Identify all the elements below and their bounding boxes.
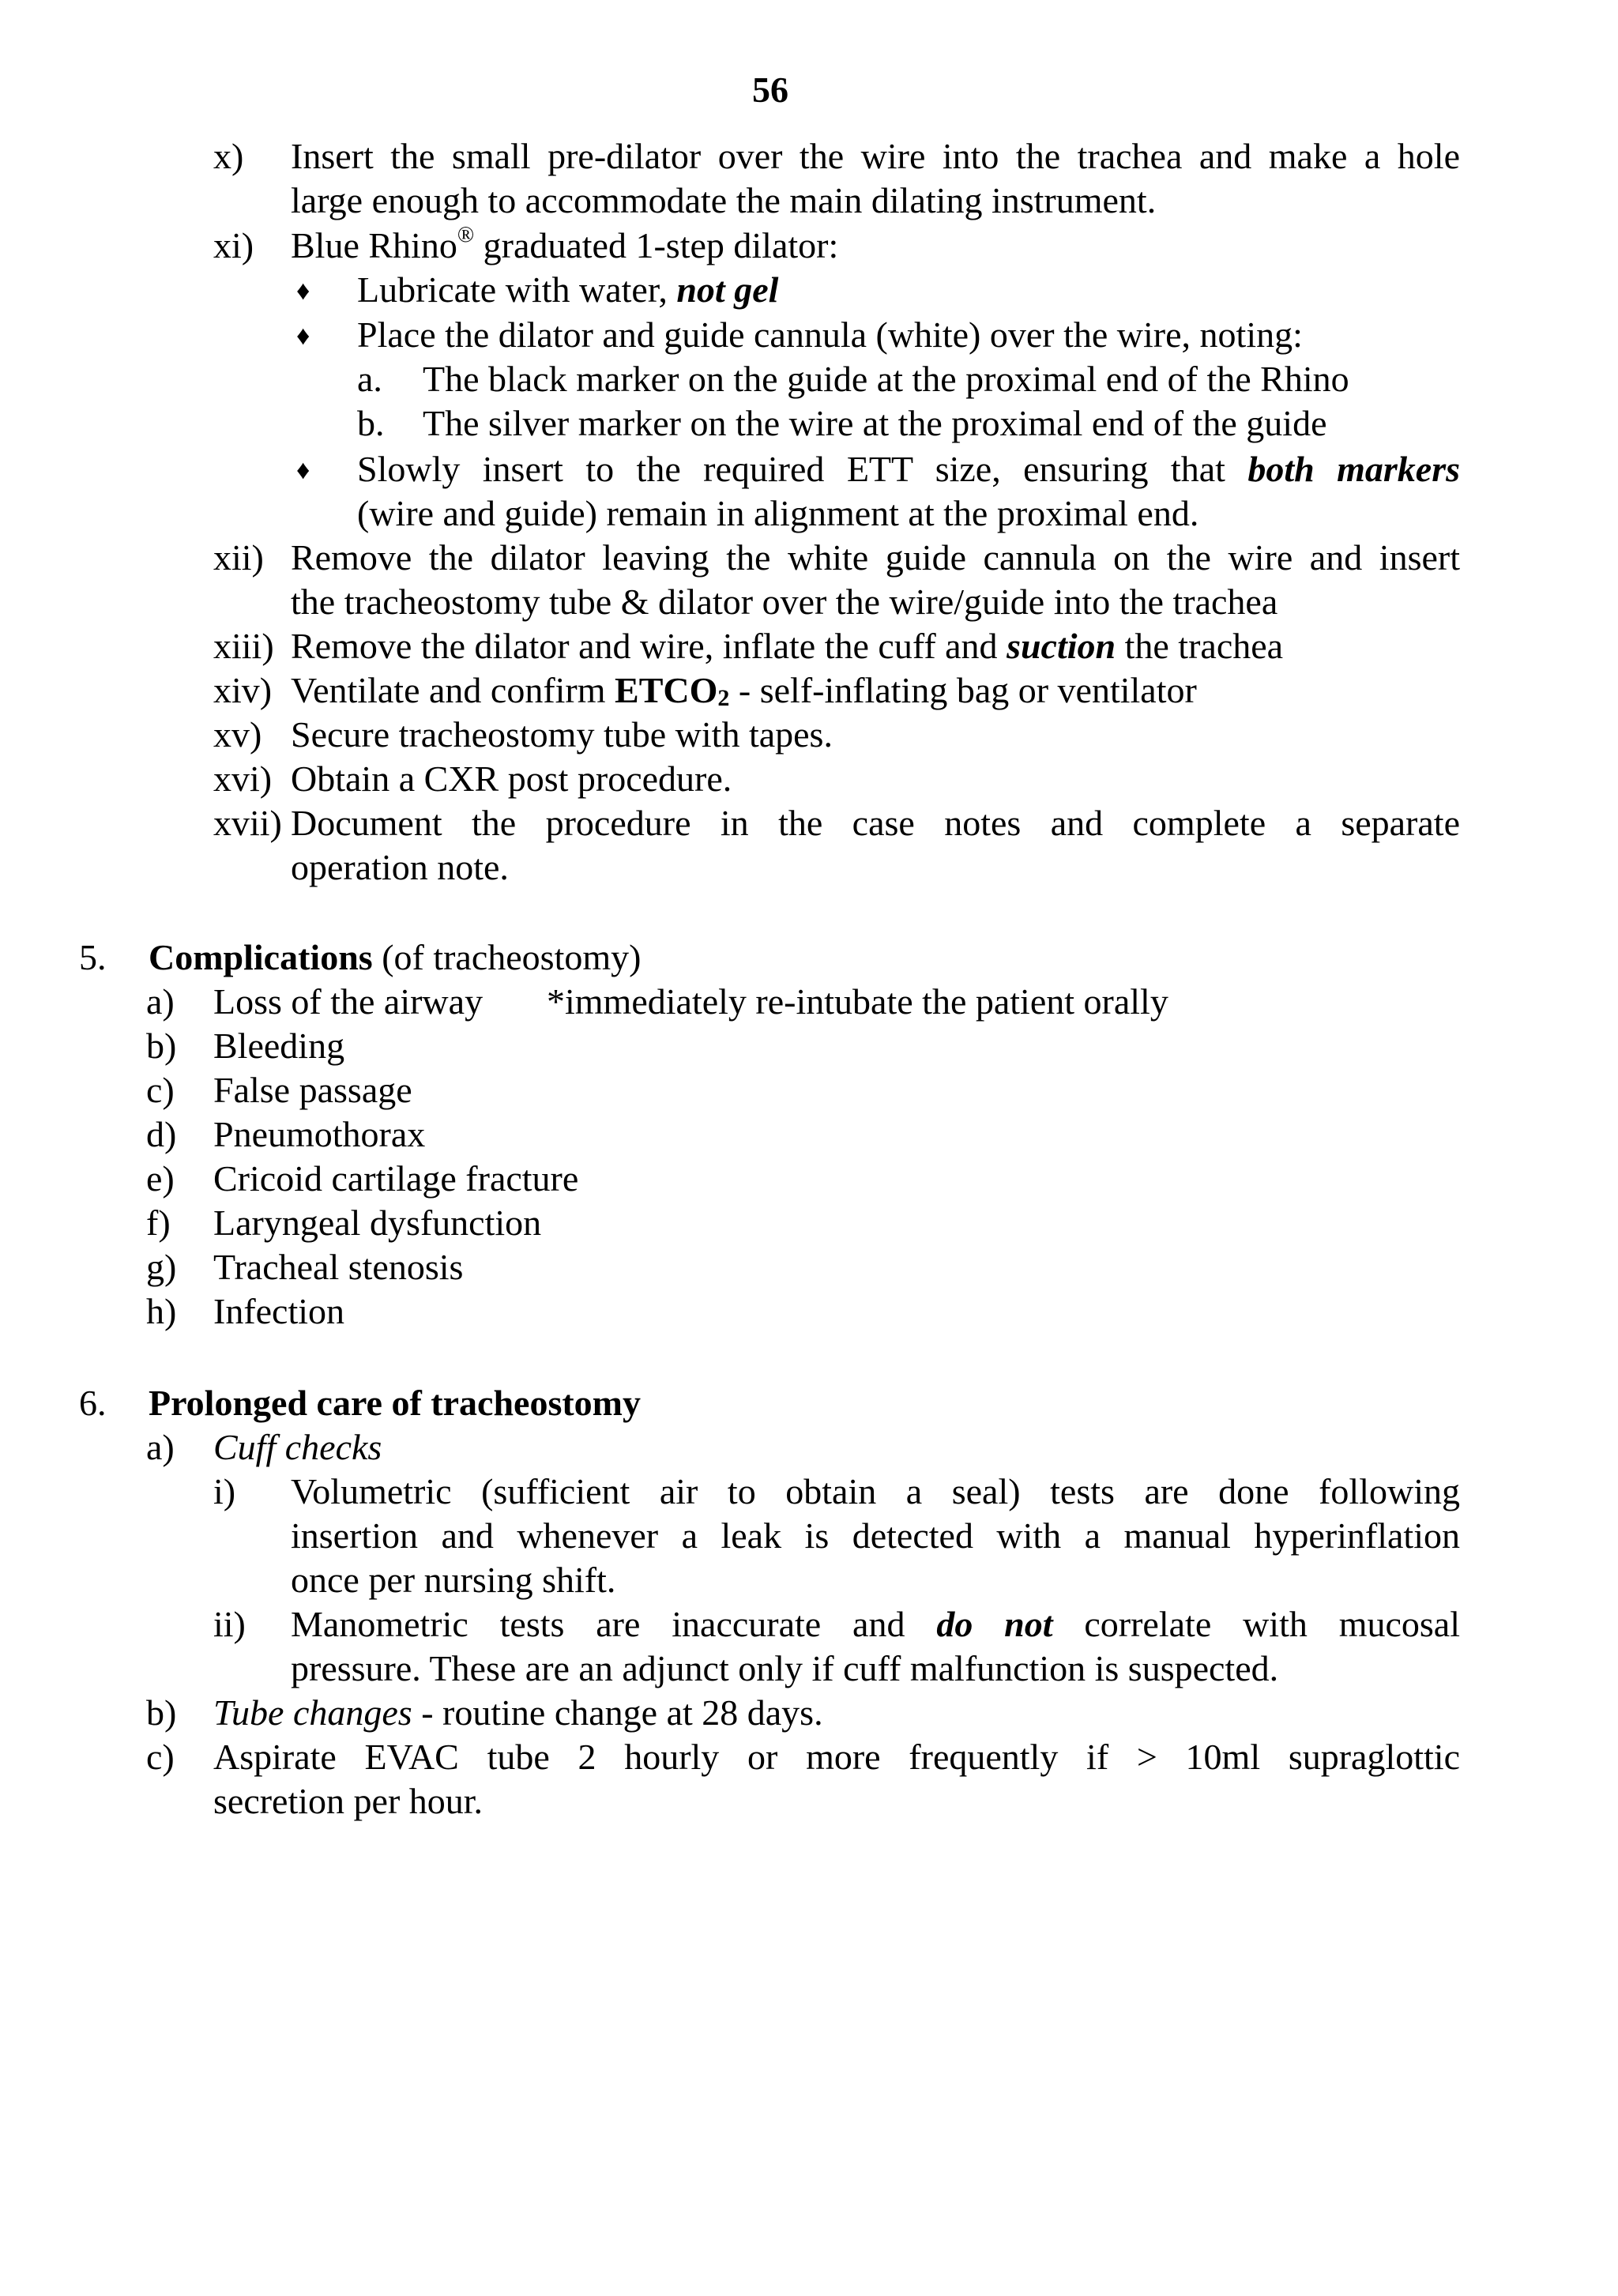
bullet-text-plain: Slowly insert to the required ETT size, ensuring that — [357, 449, 1248, 489]
step-text-plain: Remove the dilator and wire, inflate the cuff and — [291, 626, 1007, 666]
sub-item-label: a. — [357, 359, 382, 399]
step-text: Insert the small pre-dilator over the wire into the trachea and make a hole — [291, 136, 1460, 176]
section-number: 6. — [79, 1383, 107, 1423]
step-emphasis: suction — [1007, 626, 1116, 666]
step-number: xv) — [213, 714, 262, 755]
step-text — [291, 624, 1283, 668]
bullet-text — [357, 268, 778, 312]
step-text: Remove the dilator leaving the white guide cannula on the wire and insert — [291, 537, 1460, 578]
list-item-label: h) — [146, 1291, 177, 1331]
section-title-qualifier: (of tracheostomy) — [372, 937, 642, 977]
bullet-emphasis: both markers — [1247, 449, 1460, 489]
list-item-label: b) — [146, 1692, 177, 1733]
step-text: Secure tracheostomy tube with tapes. — [291, 714, 833, 755]
sub-item-label: i) — [213, 1471, 236, 1511]
bullet-text-continued: (wire and guide) remain in alignment at the proximal end. — [357, 493, 1199, 533]
step-text-plain: Ventilate and confirm — [291, 670, 615, 710]
bullet-text: Place the dilator and guide cannula (white) over the wire, noting: — [357, 314, 1303, 355]
diamond-bullet-icon: ♦ — [296, 456, 310, 485]
step-text-continued: operation note. — [291, 847, 509, 887]
list-item-label: a) — [146, 1427, 175, 1467]
list-item-text: Tracheal stenosis — [213, 1247, 464, 1287]
sub-item-emphasis: do not — [936, 1604, 1053, 1644]
list-item-text — [213, 1691, 823, 1735]
list-item-text: Cricoid cartilage fracture — [213, 1158, 579, 1199]
list-item-text: Aspirate EVAC tube 2 hourly or more frequently if > 10ml supraglottic — [213, 1737, 1460, 1777]
step-text-continued: the tracheostomy tube & dilator over the wire/guide into the trachea — [291, 582, 1278, 622]
list-item-label: e) — [146, 1158, 175, 1199]
sub-item-label: ii) — [213, 1604, 246, 1644]
diamond-bullet-icon: ♦ — [296, 322, 310, 351]
section-heading — [149, 935, 641, 980]
list-item-text: False passage — [213, 1070, 412, 1110]
step-text-rest: graduated 1-step dilator: — [474, 225, 839, 265]
list-item-text-continued: secretion per hour. — [213, 1781, 484, 1821]
list-item-label: d) — [146, 1114, 177, 1154]
sub-item-text-continued: once per nursing shift. — [291, 1560, 616, 1600]
etco2-label: ETCO — [615, 670, 718, 710]
page-number: 56 — [752, 70, 788, 110]
list-item-emphasis: Tube changes — [213, 1692, 412, 1733]
list-item-text: Infection — [213, 1291, 345, 1331]
bullet-text — [357, 447, 1460, 491]
list-item-label: c) — [146, 1737, 175, 1777]
step-number: xvii) — [213, 803, 282, 843]
step-text-continued: large enough to accommodate the main dilating instrument. — [291, 180, 1157, 220]
list-item-label: g) — [146, 1247, 177, 1287]
sub-item-text-rest: correlate with mucosal — [1052, 1604, 1460, 1644]
step-number: x) — [213, 136, 244, 176]
sub-item-text: The silver marker on the wire at the proximal end of the guide — [423, 403, 1327, 443]
list-item-text: Bleeding — [213, 1026, 345, 1066]
section-title: Complications — [149, 937, 373, 977]
section-number: 5. — [79, 937, 107, 977]
sub-item-text: The black marker on the guide at the proximal end of the Rhino — [423, 359, 1349, 399]
step-number: xii) — [213, 537, 264, 578]
list-item-label: b) — [146, 1026, 177, 1066]
etco2-subscript: 2 — [717, 685, 730, 711]
list-item-label: a) — [146, 981, 175, 1022]
section-title: Prolonged care of tracheostomy — [149, 1383, 641, 1423]
step-number: xi) — [213, 225, 254, 265]
sub-item-text — [291, 1602, 1460, 1647]
sub-item-text-continued: pressure. These are an adjunct only if cuff malfunction is suspected. — [291, 1648, 1279, 1688]
sub-item-label: b. — [357, 403, 385, 443]
list-item-text: Loss of the airway — [213, 981, 484, 1022]
list-item-text-rest: - routine change at 28 days. — [412, 1692, 823, 1733]
bullet-emphasis: not gel — [676, 269, 779, 310]
list-item-note: *immediately re-intubate the patient orally — [547, 981, 1168, 1022]
step-number: xvi) — [213, 758, 273, 799]
step-text — [291, 224, 838, 268]
sub-item-text: Volumetric (sufficient air to obtain a seal) tests are done following — [291, 1471, 1460, 1511]
step-number: xiv) — [213, 670, 273, 710]
list-item-text: Laryngeal dysfunction — [213, 1203, 542, 1243]
step-number: xiii) — [213, 626, 274, 666]
list-item-label: f) — [146, 1203, 171, 1243]
brand-name: Blue Rhino — [291, 225, 457, 265]
diamond-bullet-icon: ♦ — [296, 277, 310, 306]
sub-item-text-continued: insertion and whenever a leak is detected with a manual hyperinflation — [291, 1515, 1460, 1556]
bullet-text-plain: Lubricate with water, — [357, 269, 677, 310]
step-text: Obtain a CXR post procedure. — [291, 758, 732, 799]
step-text — [291, 668, 1197, 713]
list-item-text: Cuff checks — [213, 1427, 382, 1467]
step-text: Document the procedure in the case notes and complete a separate — [291, 803, 1460, 843]
registered-mark: ® — [457, 222, 475, 247]
step-text-rest: the trachea — [1116, 626, 1284, 666]
step-text-rest: - self-inflating bag or ventilator — [729, 670, 1197, 710]
sub-item-text-plain: Manometric tests are inaccurate and — [291, 1604, 937, 1644]
list-item-text: Pneumothorax — [213, 1114, 426, 1154]
list-item-label: c) — [146, 1070, 175, 1110]
